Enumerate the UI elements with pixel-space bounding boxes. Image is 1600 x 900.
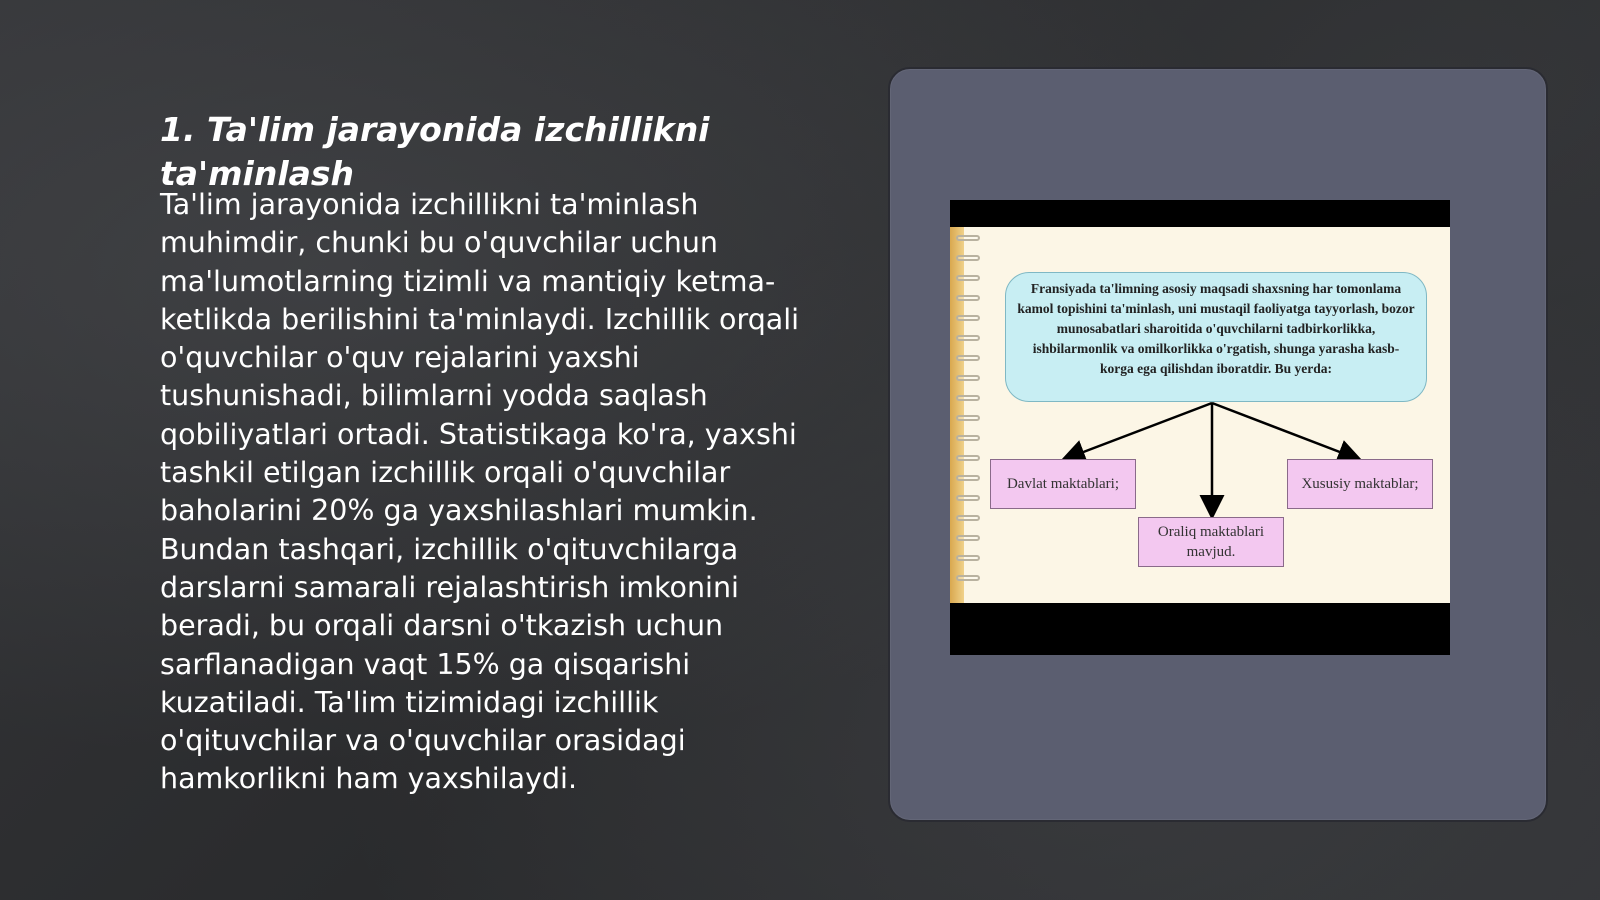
diagram-image xyxy=(950,200,1450,655)
diagram-box-state-schools: Davlat maktablari; xyxy=(990,459,1136,509)
arrow-right xyxy=(1212,403,1358,459)
slide-title: 1. Ta'lim jarayonida izchillikni ta'minlash xyxy=(160,110,710,193)
slide-body-text: Ta'lim jarayonida izchillikni ta'minlash muhimdir, chunki bu o'quvchilar uchun ma'lumotlarning tizimli va mantiqiy ketma-ketlikda berilishini ta'minlaydi. Izchillik orqali o'quvchilar o'quv rejalarini yaxshi tushunishadi, bilimlarni yodda saqlash qobiliyatlari ortadi. Statistikaga ko'ra, yaxshi tashkil etilgan izchillik orqali o'quvchilar baholarini 20% ga yaxshilashlari mumkin. Bundan tashqari, izchillik o'qituvchilarga darslarni samarali rejalashtirish imkonini beradi, bu orqali darsni o'tkazish uchun sarflanadigan vaqt 15% ga qisqarishi kuzatiladi. Ta'lim tizimidagi izchillik o'qituvchilar va o'quvchilar orasidagi hamkorlikni ham yaxshilaydi. xyxy=(160,188,800,796)
arrow-left xyxy=(1065,403,1212,459)
diagram-top-box: Fransiyada ta'limning asosiy maqsadi shaxsning har tomonlama kamol topishini ta'minlash, uni mustaqil faoliyatga tayyorlash, bozor munosabatlari sharoitida o'quvchilarni tadbirkorlikka, ishbilarmonlik va omilkorlikka o'rgatish, shunga yarasha kasb-korga ega qilishdan iboratdir. Bu yerda: xyxy=(1005,272,1427,402)
notebook-page xyxy=(950,227,1450,603)
diagram-box-intermediate-schools: Oraliq maktablari mavjud. xyxy=(1138,517,1284,567)
diagram-box-private-schools: Xususiy maktablar; xyxy=(1287,459,1433,509)
